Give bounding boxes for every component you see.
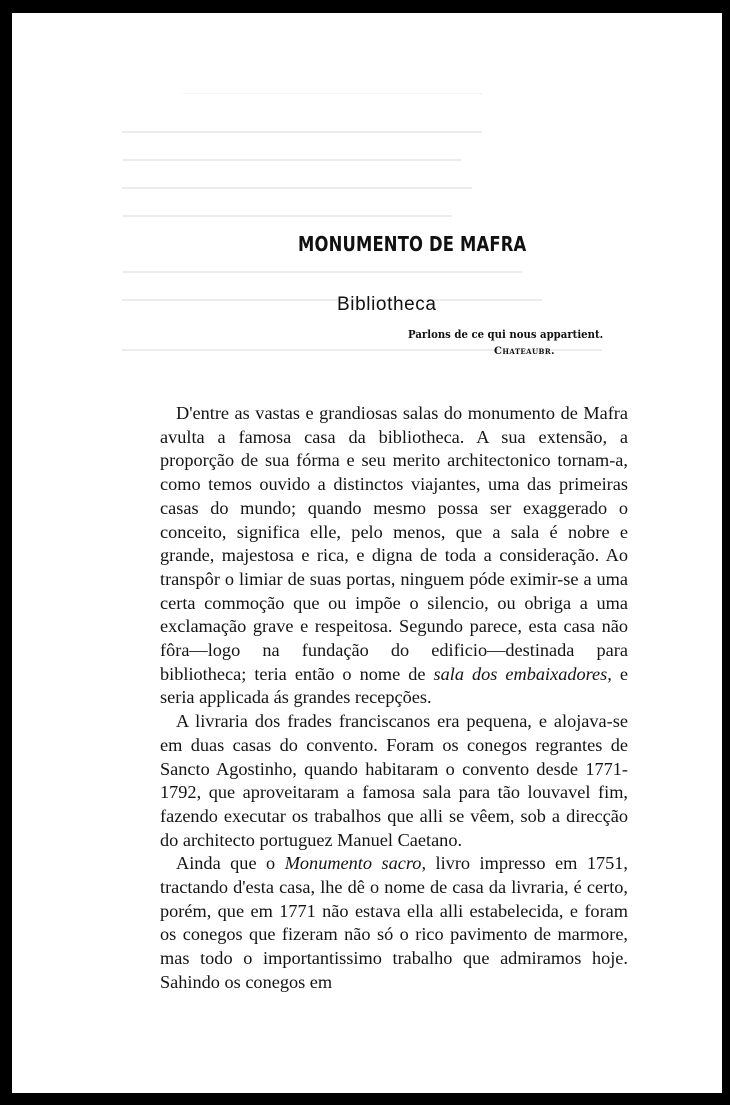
- text-run: D'entre as vastas e grandiosas salas do monumento de Mafra avulta a famosa casa da bibliotheca. A sua extensão, a proporção de sua fórma e seu merito architectonico tornam-a, como temos ouvido a distinctos viajantes, uma das primeiras casas do mundo; quando mesmo possa ser exaggerado o conceito, significa elle, pelo menos, que a sala é nobre e grande, majestosa e rica, e digna de toda a consideração. Ao transpôr o limiar de suas portas, ninguem póde eximir-se a uma certa commoção que ou impõe o silencio, ou obriga a uma exclamação grave e respeitosa. Segundo parece, esta casa não fôra—logo na fundação do edificio—destinada para bibliotheca; teria então o nome de: [160, 403, 628, 684]
- text-run: Ainda que o: [176, 853, 285, 874]
- epigraph-author: Chateaubr.: [494, 346, 555, 357]
- italic-text-run: sala dos embaixadores,: [433, 663, 612, 684]
- text-run: e seria applicada ás grandes recepções.: [160, 663, 628, 708]
- page-subtitle: Bibliotheca: [337, 294, 437, 315]
- page-sheet: [12, 13, 722, 1093]
- paragraph: [160, 852, 628, 994]
- text-run: livro impresso em 1751, tractando d'esta casa, lhe dê o nome de casa da livraria, é certo, porém, que em 1771 não estava ella alli estabelecida, e foram os conegos que fizeram não só o rico pavimento de marmore, mas todo o importantissimo trabalho que admiramos hoje. Sahindo os conegos em: [160, 853, 628, 992]
- text-run: A livraria dos frades franciscanos era pequena, e alojava-se em duas casas do convento. Foram os conegos regrantes de Sancto Agostinho, quando habitaram o convento desde 1771-1792, que aproveitaram a famosa sala para tão louvavel fim, fazendo executar os trabalhos que alli se vêem, sob a direcção do architecto portuguez Manuel Caetano.: [160, 711, 628, 850]
- page-title: MONUMENTO DE MAFRA: [298, 232, 527, 256]
- italic-text-run: Monumento sacro,: [284, 853, 427, 874]
- paragraph: [160, 402, 628, 710]
- epigraph-quote: Parlons de ce qui nous appartient.: [408, 327, 604, 341]
- reverse-page-bleed-through: [12, 13, 722, 373]
- body-text: [160, 402, 628, 995]
- paragraph: [160, 710, 628, 852]
